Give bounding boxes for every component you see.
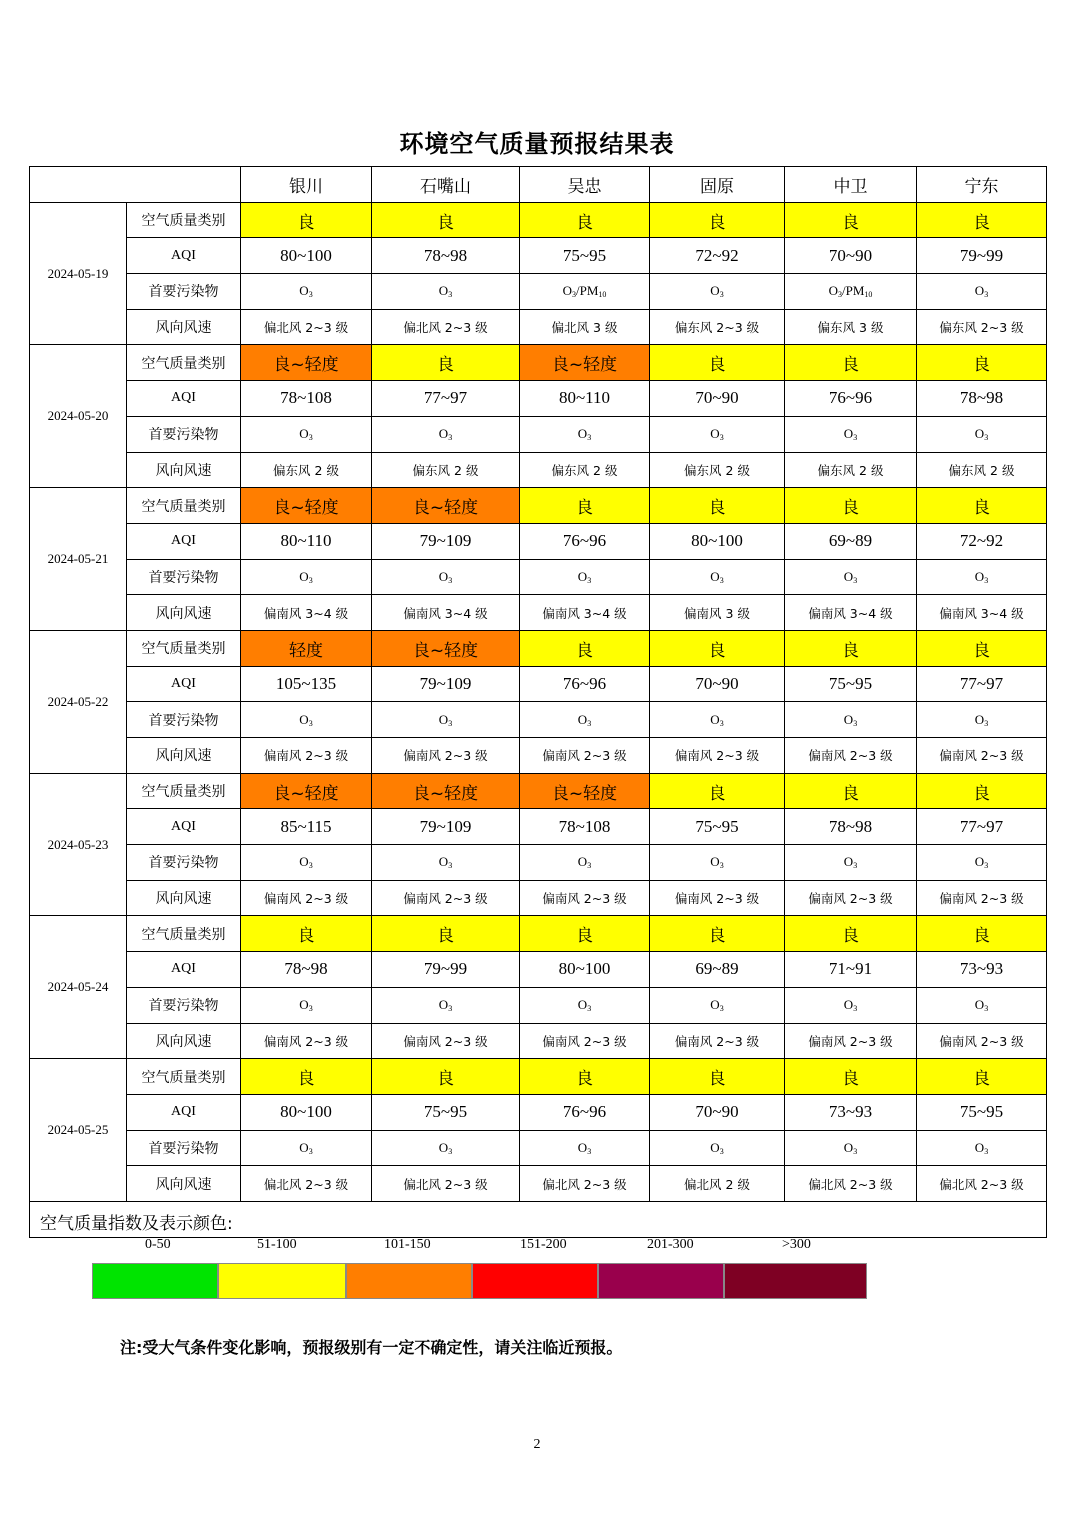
city-header: 石嘴山 bbox=[372, 167, 520, 203]
wind-cell: 偏北风 2~3 级 bbox=[785, 1166, 917, 1202]
wind-cell: 偏东风 2 级 bbox=[785, 452, 917, 488]
wind-cell: 偏南风 2~3 级 bbox=[917, 738, 1047, 774]
aqi-cell: 72~92 bbox=[650, 238, 785, 274]
row-label: 风向风速 bbox=[127, 738, 241, 774]
aqi-cell: 76~96 bbox=[785, 381, 917, 417]
wind-cell: 偏北风 2~3 级 bbox=[917, 1166, 1047, 1202]
table-row bbox=[30, 595, 1047, 631]
wind-cell: 偏南风 2~3 级 bbox=[785, 880, 917, 916]
pollutant-cell: $O_3$ bbox=[785, 559, 917, 595]
aqi-cell: 75~95 bbox=[650, 809, 785, 845]
aqi-cell: 77~97 bbox=[917, 666, 1047, 702]
table-row bbox=[30, 202, 1047, 238]
pollutant-cell: $O_3$ bbox=[520, 1130, 650, 1166]
table-row bbox=[30, 309, 1047, 345]
row-label: 空气质量类别 bbox=[127, 345, 241, 381]
legend-range-label: >300 bbox=[782, 1236, 811, 1252]
wind-cell: 偏南风 2~3 级 bbox=[917, 880, 1047, 916]
pollutant-cell: $O_3$ bbox=[917, 702, 1047, 738]
aqi-cell: 69~89 bbox=[650, 952, 785, 988]
category-cell: 良 bbox=[372, 916, 520, 952]
pollutant-cell: $O_3$ bbox=[917, 416, 1047, 452]
row-label: AQI bbox=[127, 238, 241, 274]
pollutant-cell: $O_3$ bbox=[372, 559, 520, 595]
pollutant-cell: $O_3$ bbox=[785, 845, 917, 881]
pollutant-cell: $O_3$ bbox=[520, 416, 650, 452]
aqi-cell: 73~93 bbox=[785, 1094, 917, 1130]
aqi-cell: 80~100 bbox=[520, 952, 650, 988]
wind-cell: 偏北风 2~3 级 bbox=[241, 1166, 372, 1202]
pollutant-cell: $O_3$ bbox=[520, 702, 650, 738]
wind-cell: 偏北风 2~3 级 bbox=[372, 1166, 520, 1202]
city-header: 银川 bbox=[241, 167, 372, 203]
category-cell: 良 bbox=[650, 202, 785, 238]
aqi-cell: 69~89 bbox=[785, 523, 917, 559]
row-label: 首要污染物 bbox=[127, 559, 241, 595]
pollutant-cell: $O_3$ bbox=[241, 987, 372, 1023]
footnote: 注:受大气条件变化影响，预报级别有一定不确定性，请关注临近预报。 bbox=[120, 1338, 623, 1357]
table-row bbox=[30, 416, 1047, 452]
page-number: 2 bbox=[533, 1437, 541, 1452]
aqi-cell: 76~96 bbox=[520, 1094, 650, 1130]
date-cell: 2024-05-19 bbox=[30, 202, 127, 345]
table-row bbox=[30, 523, 1047, 559]
table-row bbox=[30, 274, 1047, 310]
category-cell: 良~轻度 bbox=[520, 345, 650, 381]
wind-cell: 偏南风 2~3 级 bbox=[241, 880, 372, 916]
wind-cell: 偏南风 3~4 级 bbox=[372, 595, 520, 631]
wind-cell: 偏南风 2~3 级 bbox=[785, 738, 917, 774]
category-cell: 良 bbox=[785, 1059, 917, 1095]
aqi-cell: 80~110 bbox=[241, 523, 372, 559]
aqi-cell: 78~108 bbox=[520, 809, 650, 845]
legend-range-label: 101-150 bbox=[384, 1236, 431, 1252]
pollutant-cell: $O_3$ bbox=[372, 1130, 520, 1166]
wind-cell: 偏东风 2~3 级 bbox=[650, 309, 785, 345]
aqi-cell: 77~97 bbox=[372, 381, 520, 417]
pollutant-cell: $O_3$ bbox=[372, 987, 520, 1023]
pollutant-cell: $O_3/PM_{10}$ bbox=[785, 274, 917, 310]
wind-cell: 偏南风 3~4 级 bbox=[917, 595, 1047, 631]
wind-cell: 偏东风 2~3 级 bbox=[917, 309, 1047, 345]
row-label: 空气质量类别 bbox=[127, 630, 241, 666]
pollutant-cell: $O_3$ bbox=[372, 274, 520, 310]
aqi-cell: 75~95 bbox=[520, 238, 650, 274]
category-cell: 良 bbox=[372, 202, 520, 238]
aqi-cell: 75~95 bbox=[785, 666, 917, 702]
table-row bbox=[30, 702, 1047, 738]
date-cell: 2024-05-21 bbox=[30, 488, 127, 631]
legend-swatch bbox=[218, 1263, 346, 1299]
row-label: 空气质量类别 bbox=[127, 1059, 241, 1095]
table-row bbox=[30, 666, 1047, 702]
pollutant-cell: $O_3$ bbox=[520, 559, 650, 595]
aqi-cell: 70~90 bbox=[785, 238, 917, 274]
aqi-cell: 72~92 bbox=[917, 523, 1047, 559]
wind-cell: 偏南风 3~4 级 bbox=[241, 595, 372, 631]
row-label: 首要污染物 bbox=[127, 274, 241, 310]
date-cell: 2024-05-23 bbox=[30, 773, 127, 916]
category-cell: 良~轻度 bbox=[372, 773, 520, 809]
wind-cell: 偏南风 2~3 级 bbox=[372, 1023, 520, 1059]
category-cell: 良 bbox=[785, 630, 917, 666]
aqi-cell: 78~98 bbox=[917, 381, 1047, 417]
wind-cell: 偏东风 2 级 bbox=[520, 452, 650, 488]
category-cell: 良 bbox=[241, 202, 372, 238]
wind-cell: 偏南风 2~3 级 bbox=[650, 880, 785, 916]
legend-range-label: 0-50 bbox=[145, 1236, 171, 1252]
pollutant-cell: $O_3$ bbox=[917, 1130, 1047, 1166]
wind-cell: 偏东风 2 级 bbox=[241, 452, 372, 488]
wind-cell: 偏北风 3 级 bbox=[520, 309, 650, 345]
wind-cell: 偏东风 2 级 bbox=[650, 452, 785, 488]
pollutant-cell: $O_3$ bbox=[650, 274, 785, 310]
aqi-cell: 73~93 bbox=[917, 952, 1047, 988]
wind-cell: 偏东风 3 级 bbox=[785, 309, 917, 345]
category-cell: 良 bbox=[241, 916, 372, 952]
category-cell: 良~轻度 bbox=[372, 488, 520, 524]
table-row bbox=[30, 1023, 1047, 1059]
row-label: AQI bbox=[127, 952, 241, 988]
wind-cell: 偏北风 2~3 级 bbox=[241, 309, 372, 345]
row-label: 风向风速 bbox=[127, 1166, 241, 1202]
date-cell: 2024-05-25 bbox=[30, 1059, 127, 1202]
wind-cell: 偏南风 2~3 级 bbox=[372, 880, 520, 916]
table-row bbox=[30, 916, 1047, 952]
legend-range-label: 201-300 bbox=[647, 1236, 694, 1252]
pollutant-cell: $O_3$ bbox=[785, 987, 917, 1023]
row-label: 风向风速 bbox=[127, 452, 241, 488]
legend-swatch bbox=[346, 1263, 472, 1299]
category-cell: 良 bbox=[785, 345, 917, 381]
table-row bbox=[30, 559, 1047, 595]
page-title: 环境空气质量预报结果表 bbox=[399, 130, 675, 158]
row-label: 空气质量类别 bbox=[127, 202, 241, 238]
wind-cell: 偏南风 3~4 级 bbox=[520, 595, 650, 631]
aqi-cell: 80~110 bbox=[520, 381, 650, 417]
wind-cell: 偏南风 2~3 级 bbox=[372, 738, 520, 774]
table-row bbox=[30, 952, 1047, 988]
pollutant-cell: $O_3$ bbox=[650, 416, 785, 452]
category-cell: 良~轻度 bbox=[520, 773, 650, 809]
category-cell: 良 bbox=[650, 345, 785, 381]
pollutant-cell: $O_3$ bbox=[241, 845, 372, 881]
aqi-cell: 78~108 bbox=[241, 381, 372, 417]
wind-cell: 偏东风 2 级 bbox=[917, 452, 1047, 488]
aqi-cell: 79~109 bbox=[372, 523, 520, 559]
wind-cell: 偏南风 2~3 级 bbox=[241, 1023, 372, 1059]
pollutant-cell: $O_3$ bbox=[917, 987, 1047, 1023]
wind-cell: 偏南风 2~3 级 bbox=[241, 738, 372, 774]
legend-swatch bbox=[472, 1263, 598, 1299]
category-cell: 良~轻度 bbox=[241, 773, 372, 809]
category-cell: 良 bbox=[650, 916, 785, 952]
table-row bbox=[30, 345, 1047, 381]
aqi-cell: 75~95 bbox=[917, 1094, 1047, 1130]
category-cell: 良~轻度 bbox=[241, 345, 372, 381]
corner-cell bbox=[30, 167, 241, 203]
row-label: 首要污染物 bbox=[127, 845, 241, 881]
legend-swatch bbox=[598, 1263, 724, 1299]
header-row bbox=[30, 167, 1047, 203]
row-label: 风向风速 bbox=[127, 1023, 241, 1059]
aqi-cell: 71~91 bbox=[785, 952, 917, 988]
wind-cell: 偏东风 2 级 bbox=[372, 452, 520, 488]
table-row bbox=[30, 1130, 1047, 1166]
aqi-cell: 77~97 bbox=[917, 809, 1047, 845]
aqi-cell: 79~109 bbox=[372, 666, 520, 702]
aqi-cell: 79~109 bbox=[372, 809, 520, 845]
wind-cell: 偏南风 2~3 级 bbox=[785, 1023, 917, 1059]
forecast-table bbox=[29, 166, 1047, 1252]
wind-cell: 偏南风 3~4 级 bbox=[785, 595, 917, 631]
category-cell: 良 bbox=[917, 773, 1047, 809]
aqi-cell: 70~90 bbox=[650, 381, 785, 417]
category-cell: 良 bbox=[650, 1059, 785, 1095]
category-cell: 良 bbox=[520, 1059, 650, 1095]
pollutant-cell: $O_3$ bbox=[650, 702, 785, 738]
wind-cell: 偏北风 2~3 级 bbox=[372, 309, 520, 345]
category-cell: 良 bbox=[917, 202, 1047, 238]
row-label: 空气质量类别 bbox=[127, 488, 241, 524]
pollutant-cell: $O_3$ bbox=[241, 1130, 372, 1166]
row-label: 空气质量类别 bbox=[127, 916, 241, 952]
pollutant-cell: $O_3$ bbox=[785, 1130, 917, 1166]
category-cell: 轻度 bbox=[241, 630, 372, 666]
legend-swatch bbox=[724, 1263, 867, 1299]
legend-range-label: 51-100 bbox=[257, 1236, 297, 1252]
pollutant-cell: $O_3$ bbox=[520, 987, 650, 1023]
row-label: 风向风速 bbox=[127, 309, 241, 345]
row-label: AQI bbox=[127, 666, 241, 702]
aqi-cell: 78~98 bbox=[785, 809, 917, 845]
row-label: 风向风速 bbox=[127, 880, 241, 916]
city-header: 吴忠 bbox=[520, 167, 650, 203]
table-row bbox=[30, 987, 1047, 1023]
table-row bbox=[30, 773, 1047, 809]
city-header: 中卫 bbox=[785, 167, 917, 203]
pollutant-cell: $O_3$ bbox=[241, 702, 372, 738]
category-cell: 良 bbox=[785, 488, 917, 524]
aqi-cell: 79~99 bbox=[372, 952, 520, 988]
date-cell: 2024-05-22 bbox=[30, 630, 127, 773]
legend-swatch bbox=[92, 1263, 218, 1299]
aqi-cell: 75~95 bbox=[372, 1094, 520, 1130]
table-row bbox=[30, 845, 1047, 881]
table-row bbox=[30, 488, 1047, 524]
row-label: 风向风速 bbox=[127, 595, 241, 631]
wind-cell: 偏南风 3 级 bbox=[650, 595, 785, 631]
pollutant-cell: $O_3$ bbox=[241, 559, 372, 595]
category-cell: 良 bbox=[520, 630, 650, 666]
table-row bbox=[30, 381, 1047, 417]
category-cell: 良 bbox=[917, 916, 1047, 952]
pollutant-cell: $O_3$ bbox=[650, 987, 785, 1023]
category-cell: 良 bbox=[520, 488, 650, 524]
city-header: 固原 bbox=[650, 167, 785, 203]
date-cell: 2024-05-24 bbox=[30, 916, 127, 1059]
legend-title: 空气质量指数及表示颜色: bbox=[40, 1213, 233, 1234]
pollutant-cell: $O_3/PM_{10}$ bbox=[520, 274, 650, 310]
table-row bbox=[30, 630, 1047, 666]
wind-cell: 偏南风 2~3 级 bbox=[917, 1023, 1047, 1059]
pollutant-cell: $O_3$ bbox=[917, 274, 1047, 310]
table-row bbox=[30, 738, 1047, 774]
wind-cell: 偏南风 2~3 级 bbox=[520, 880, 650, 916]
row-label: 首要污染物 bbox=[127, 987, 241, 1023]
category-cell: 良 bbox=[520, 916, 650, 952]
table-row bbox=[30, 452, 1047, 488]
aqi-cell: 70~90 bbox=[650, 666, 785, 702]
pollutant-cell: $O_3$ bbox=[372, 702, 520, 738]
table-row bbox=[30, 809, 1047, 845]
wind-cell: 偏南风 2~3 级 bbox=[650, 738, 785, 774]
category-cell: 良~轻度 bbox=[241, 488, 372, 524]
pollutant-cell: $O_3$ bbox=[241, 274, 372, 310]
pollutant-cell: $O_3$ bbox=[917, 845, 1047, 881]
city-header: 宁东 bbox=[917, 167, 1047, 203]
row-label: AQI bbox=[127, 1094, 241, 1130]
aqi-cell: 78~98 bbox=[372, 238, 520, 274]
wind-cell: 偏南风 2~3 级 bbox=[520, 1023, 650, 1059]
row-label: AQI bbox=[127, 381, 241, 417]
category-cell: 良 bbox=[785, 202, 917, 238]
pollutant-cell: $O_3$ bbox=[241, 416, 372, 452]
wind-cell: 偏南风 2~3 级 bbox=[650, 1023, 785, 1059]
category-cell: 良 bbox=[372, 345, 520, 381]
category-cell: 良 bbox=[785, 773, 917, 809]
category-cell: 良 bbox=[650, 488, 785, 524]
category-cell: 良~轻度 bbox=[372, 630, 520, 666]
aqi-cell: 76~96 bbox=[520, 666, 650, 702]
table-row bbox=[30, 238, 1047, 274]
category-cell: 良 bbox=[785, 916, 917, 952]
wind-cell: 偏北风 2 级 bbox=[650, 1166, 785, 1202]
row-label: AQI bbox=[127, 523, 241, 559]
pollutant-cell: $O_3$ bbox=[785, 416, 917, 452]
row-label: 空气质量类别 bbox=[127, 773, 241, 809]
category-cell: 良 bbox=[650, 630, 785, 666]
legend-cell bbox=[30, 1201, 1047, 1252]
category-cell: 良 bbox=[520, 202, 650, 238]
pollutant-cell: $O_3$ bbox=[520, 845, 650, 881]
category-cell: 良 bbox=[650, 773, 785, 809]
pollutant-cell: $O_3$ bbox=[650, 559, 785, 595]
pollutant-cell: $O_3$ bbox=[372, 416, 520, 452]
category-cell: 良 bbox=[372, 1059, 520, 1095]
wind-cell: 偏南风 2~3 级 bbox=[520, 738, 650, 774]
category-cell: 良 bbox=[917, 488, 1047, 524]
category-cell: 良 bbox=[917, 345, 1047, 381]
aqi-cell: 76~96 bbox=[520, 523, 650, 559]
aqi-cell: 80~100 bbox=[650, 523, 785, 559]
row-label: 首要污染物 bbox=[127, 1130, 241, 1166]
category-cell: 良 bbox=[917, 630, 1047, 666]
aqi-cell: 105~135 bbox=[241, 666, 372, 702]
row-label: 首要污染物 bbox=[127, 702, 241, 738]
pollutant-cell: $O_3$ bbox=[650, 845, 785, 881]
aqi-cell: 80~100 bbox=[241, 1094, 372, 1130]
table-row bbox=[30, 1166, 1047, 1202]
date-cell: 2024-05-20 bbox=[30, 345, 127, 488]
legend-row bbox=[30, 1201, 1047, 1237]
pollutant-cell: $O_3$ bbox=[372, 845, 520, 881]
aqi-cell: 79~99 bbox=[917, 238, 1047, 274]
aqi-cell: 80~100 bbox=[241, 238, 372, 274]
wind-cell: 偏北风 2~3 级 bbox=[520, 1166, 650, 1202]
aqi-cell: 70~90 bbox=[650, 1094, 785, 1130]
table-row bbox=[30, 880, 1047, 916]
row-label: AQI bbox=[127, 809, 241, 845]
table-row bbox=[30, 1059, 1047, 1095]
aqi-cell: 85~115 bbox=[241, 809, 372, 845]
pollutant-cell: $O_3$ bbox=[785, 702, 917, 738]
category-cell: 良 bbox=[917, 1059, 1047, 1095]
pollutant-cell: $O_3$ bbox=[917, 559, 1047, 595]
row-label: 首要污染物 bbox=[127, 416, 241, 452]
pollutant-cell: $O_3$ bbox=[650, 1130, 785, 1166]
aqi-cell: 78~98 bbox=[241, 952, 372, 988]
table-row bbox=[30, 1094, 1047, 1130]
category-cell: 良 bbox=[241, 1059, 372, 1095]
legend-range-label: 151-200 bbox=[520, 1236, 567, 1252]
